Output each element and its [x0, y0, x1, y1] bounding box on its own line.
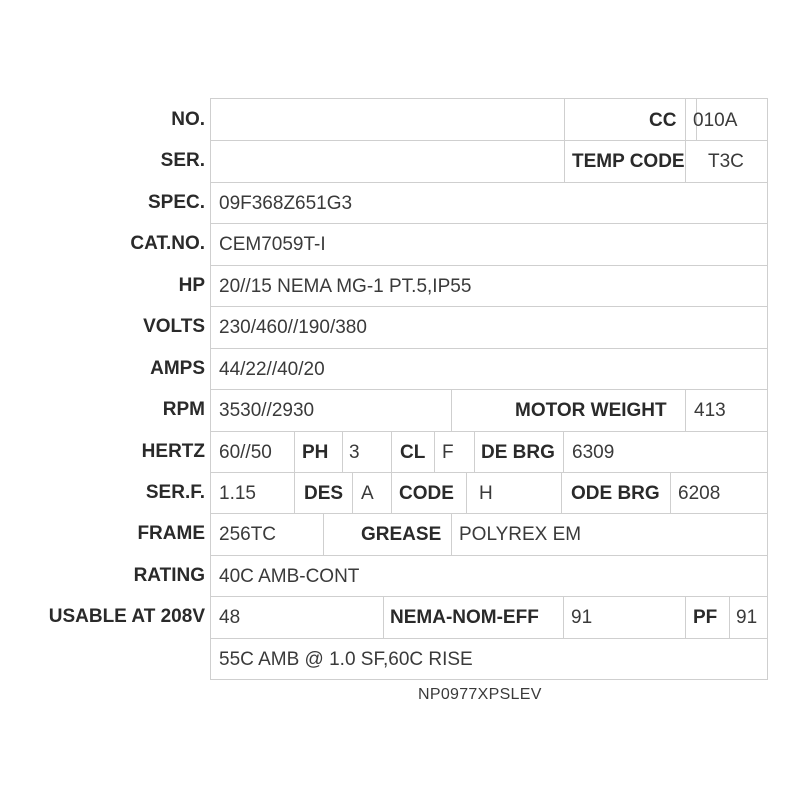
label-frame: FRAME: [137, 523, 205, 544]
col-divider: [466, 472, 467, 513]
label-serf: SER.F.: [145, 482, 205, 503]
ph-label: PH: [302, 442, 329, 463]
col-divider: [391, 431, 392, 472]
nema-nom-eff-label: NEMA-NOM-EFF: [390, 607, 539, 628]
des-value: A: [361, 483, 374, 504]
col-divider: [294, 472, 295, 513]
hp-value: 20//15 NEMA MG-1 PT.5,IP55: [219, 276, 472, 297]
cl-label: CL: [400, 442, 426, 463]
part-number-footer: NP0977XPSLEV: [418, 686, 542, 703]
label-spec: SPEC.: [147, 192, 205, 213]
label-amps: AMPS: [150, 358, 205, 379]
row-divider: [211, 223, 767, 224]
pf-value: 91: [736, 607, 758, 628]
label-usable: USABLE AT 208V: [48, 606, 205, 627]
row-divider: [211, 555, 767, 556]
frame-value: 256TC: [219, 524, 277, 545]
col-divider: [564, 99, 565, 182]
row-divider: [211, 638, 767, 639]
col-divider: [451, 389, 452, 431]
col-divider: [561, 472, 562, 513]
col-divider: [294, 431, 295, 472]
label-no: NO.: [171, 109, 205, 130]
col-divider: [685, 389, 686, 431]
row-divider: [211, 389, 767, 390]
label-ser: SER.: [160, 150, 205, 171]
code-label: CODE: [399, 483, 454, 504]
row-divider: [211, 513, 767, 514]
label-catno: CAT.NO.: [130, 233, 205, 254]
motor-weight-label: MOTOR WEIGHT: [515, 400, 667, 421]
nema-nom-eff-value: 91: [571, 607, 593, 628]
label-rpm: RPM: [162, 399, 205, 420]
rpm-value: 3530//2930: [219, 400, 315, 421]
col-divider: [323, 513, 324, 555]
col-divider: [670, 472, 671, 513]
cc-label: CC: [649, 110, 677, 131]
usable-value: 48: [219, 607, 241, 628]
temp-code-value: T3C: [708, 151, 744, 172]
des-label: DES: [304, 483, 344, 504]
col-divider: [563, 596, 564, 638]
temp-code-label: TEMP CODE: [572, 151, 685, 172]
ph-value: 3: [349, 442, 360, 463]
label-hertz: HERTZ: [141, 441, 205, 462]
label-hp: HP: [178, 275, 205, 296]
row-divider: [211, 140, 767, 141]
hertz-value: 60//50: [219, 442, 272, 463]
cc-value: 010A: [693, 110, 738, 131]
col-divider: [685, 596, 686, 638]
row-divider: [211, 182, 767, 183]
pf-label: PF: [693, 607, 718, 628]
extra-rating-value: 55C AMB @ 1.0 SF,60C RISE: [219, 649, 473, 670]
col-divider: [391, 472, 392, 513]
ode-brg-label: ODE BRG: [571, 483, 660, 504]
rating-value: 40C AMB-CONT: [219, 566, 360, 587]
col-divider: [434, 431, 435, 472]
row-divider: [211, 265, 767, 266]
col-divider: [451, 513, 452, 555]
col-divider: [352, 472, 353, 513]
spec-value: 09F368Z651G3: [219, 193, 353, 214]
serf-value: 1.15: [219, 483, 256, 504]
de-brg-label: DE BRG: [481, 442, 555, 463]
col-divider: [729, 596, 730, 638]
motor-weight-value: 413: [694, 400, 726, 421]
catno-value: CEM7059T-I: [219, 234, 326, 255]
cl-value: F: [442, 442, 454, 463]
label-rating: RATING: [133, 565, 205, 586]
nameplate-table: [210, 98, 768, 680]
col-divider: [474, 431, 475, 472]
de-brg-value: 6309: [572, 442, 615, 463]
col-divider: [685, 99, 686, 182]
row-divider: [211, 596, 767, 597]
volts-value: 230/460//190/380: [219, 317, 367, 338]
col-divider: [383, 596, 384, 638]
row-divider: [211, 306, 767, 307]
grease-label: GREASE: [361, 524, 442, 545]
amps-value: 44/22//40/20: [219, 359, 325, 380]
row-divider: [211, 348, 767, 349]
code-value: H: [479, 483, 493, 504]
ode-brg-value: 6208: [678, 483, 721, 504]
label-volts: VOLTS: [143, 316, 205, 337]
col-divider: [342, 431, 343, 472]
col-divider: [563, 431, 564, 472]
grease-value: POLYREX EM: [459, 524, 582, 545]
